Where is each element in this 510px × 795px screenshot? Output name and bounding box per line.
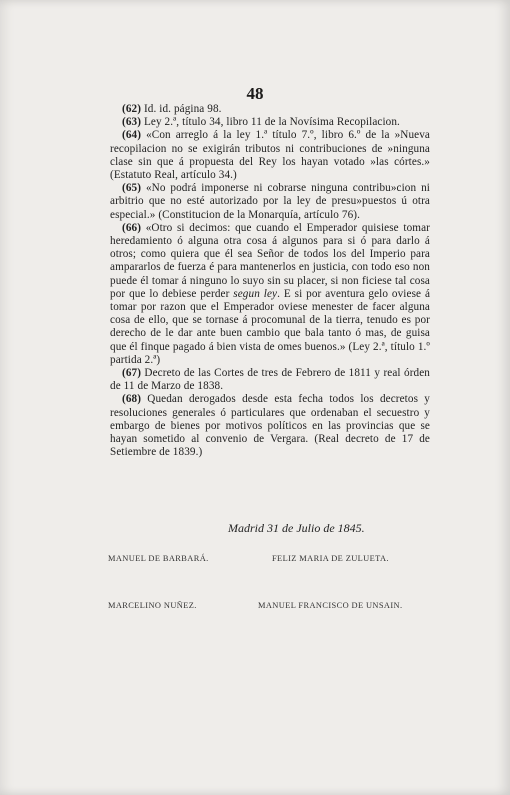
note-number: (62)	[122, 103, 142, 115]
note-number: (66)	[122, 221, 142, 234]
note-italic-text: segun ley	[233, 287, 278, 300]
note-text: «Otro si decimos: que cuando el Emperador quisiese tomar heredamiento ó alguna otra cosa á algunos para si ó para darlo á otros; como quiera que él sea Señor de todos los del Imperio para ampararlos de fuerza é para mantenerlos en justicia, con todo eso non puede él tomar á ninguno lo suyo sin su placer, si non ficiese tal cosa por que lo debiese perder	[110, 221, 430, 300]
footnote-65	[110, 182, 430, 222]
footnote-68	[110, 393, 430, 459]
note-number: (68)	[122, 393, 142, 406]
dateline: Madrid 31 de Julio de 1845.	[228, 521, 365, 535]
note-text: Ley 2.ª, título 34, libro 11 de la Novísima Recopilacion.	[141, 116, 400, 129]
note-number: (63)	[122, 116, 142, 129]
note-text-continued: . E si por aventura gelo oviese á tomar por razon que el Emperador oviese menester de facer alguna cosa de ello, que se tornase á procomunal de la tierra, tenudo es por derecho de le dar ante buen cambio que bala tanto ó mas, de guisa que él finque pagado á bien vista de omes buenos.» (Ley 2.ª, título 1.º partida 2.ª)	[110, 287, 431, 366]
footnotes	[110, 103, 430, 459]
note-text: Quedan derogados desde esta fecha todos los decretos y resoluciones generales ó particulares que ordenaban el secuestro y embargo de bienes por motivos políticos en las provincias que se hayan sometido al convenio de Vergara. (Real decreto de 17 de Setiembre de 1839.)	[110, 393, 430, 459]
signature-barbara: MANUEL DE BARBARÁ.	[108, 554, 209, 563]
note-number: (64)	[122, 129, 142, 142]
footnote-67	[110, 367, 430, 393]
signature-unsain: MANUEL FRANCISCO DE UNSAIN.	[258, 601, 403, 610]
footnote-64	[110, 129, 430, 182]
footnote-66	[110, 222, 430, 367]
note-text: Id. id. página 98.	[141, 103, 222, 115]
footnote-63	[110, 116, 430, 129]
note-number: (67)	[122, 367, 142, 380]
note-text: Decreto de las Cortes de tres de Febrero de 1811 y real órden de 11 de Marzo de 1838.	[110, 367, 430, 393]
footnote-62	[110, 103, 430, 116]
note-number: (65)	[122, 182, 142, 195]
page-number: 48	[246, 84, 264, 103]
signature-nunez: MARCELINO NUÑEZ.	[108, 601, 197, 610]
note-text: «Con arreglo á la ley 1.ª título 7.º, libro 6.º de la »Nueva recopilacion no se exigirán tributos ni contribuciones de »ninguna clase sin que á propuesta del Rey los hayan votado »las córtes.» (Estatuto Real, artículo 34.)	[110, 129, 430, 182]
signature-zulueta: FELIZ MARIA DE ZULUETA.	[272, 554, 389, 563]
note-text: «No podrá imponerse ni cobrarse ninguna contribu»cion ni arbitrio que no esté autorizado por la ley de presu»puestos ú otra especial.» (Constitucion de la Monarquía, artículo 76).	[110, 182, 430, 221]
